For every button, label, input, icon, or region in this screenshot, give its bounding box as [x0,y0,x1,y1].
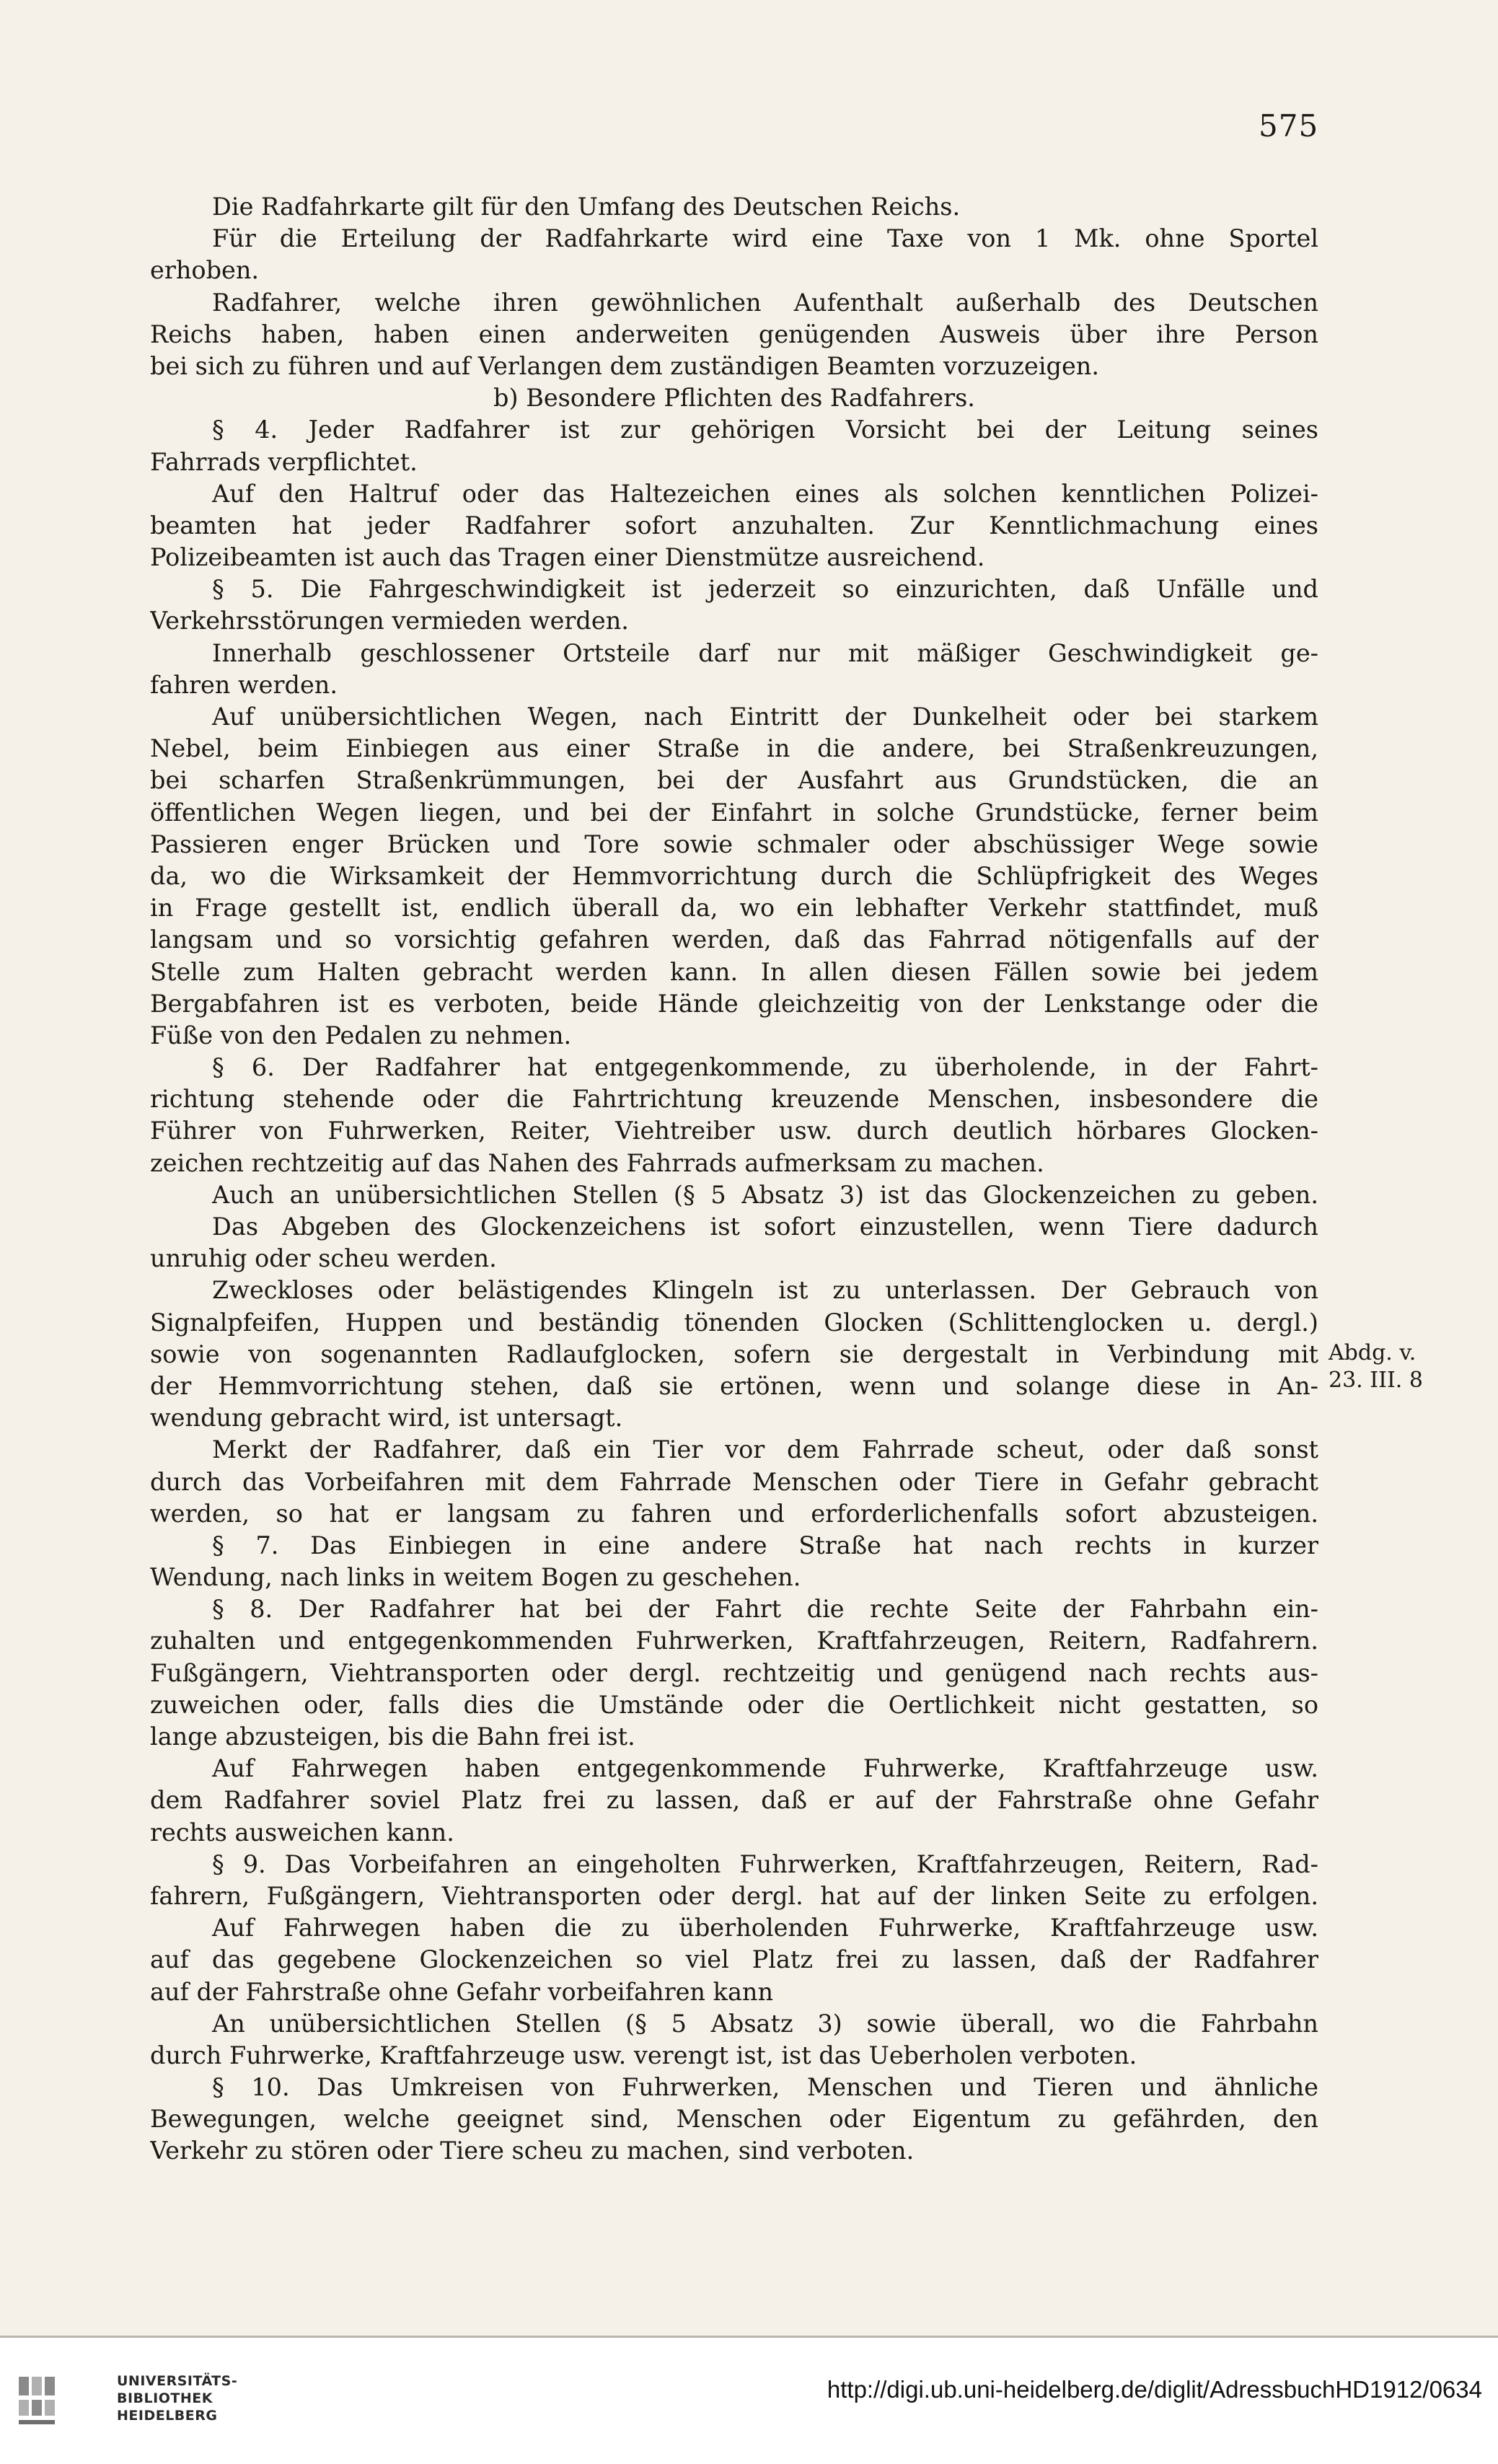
text-line: Innerhalb geschlossener Ortsteile darf nur mit mäßiger Geschwindigkeit ge- [212,638,1318,667]
text-line: öffentlichen Wegen liegen, und bei der Einfahrt in solche Grundstücke, ferner beim [150,798,1318,827]
text-line: Fußgängern, Viehtransporten oder dergl. rechtzeitig und genügend nach rechts aus- [150,1658,1318,1687]
text-line: § 6. Der Radfahrer hat entgegenkommende, zu überholende, in der Fahrt- [212,1053,1318,1082]
text-line: Passieren enger Brücken und Tore sowie schmaler oder abschüssiger Wege sowie [150,830,1318,858]
text-line: Das Abgeben des Glockenzeichens ist sofort einzustellen, wenn Tiere dadurch [212,1213,1318,1241]
text-line: Füße von den Pedalen zu nehmen. [150,1021,572,1050]
text-line: werden, so hat er langsam zu fahren und erforderlichenfalls sofort abzusteigen. [150,1499,1318,1528]
text-line: § 8. Der Radfahrer hat bei der Fahrt die rechte Seite der Fahrbahn ein- [212,1595,1318,1624]
text-line: Bergabfahren ist es verboten, beide Hände gleichzeitig von der Lenkstange oder die [150,989,1318,1018]
text-line: durch das Vorbeifahren mit dem Fahrrade Menschen oder Tiere in Gefahr gebracht [150,1467,1318,1496]
text-line: Bewegungen, welche geeignet sind, Menschen oder Eigentum zu gefährden, den [150,2105,1318,2134]
text-line: Signalpfeifen, Huppen und beständig tönenden Glocken (Schlittenglocken u. dergl.) [150,1308,1318,1337]
text-line: Verkehrsstörungen vermieden werden. [150,607,629,635]
text-line: in Frage gestellt ist, endlich überall da, wo ein lebhafter Verkehr stattfindet, muß [150,894,1318,923]
source-url-link[interactable]: http://digi.ub.uni-heidelberg.de/diglit/AdressbuchHD1912/0634 [827,2376,1482,2403]
text-line: auf der Fahrstraße ohne Gefahr vorbeifahren kann [150,1977,774,2006]
text-line: Für die Erteilung der Radfahrkarte wird eine Taxe von 1 Mk. ohne Sportel [212,224,1318,253]
text-line: § 4. Jeder Radfahrer ist zur gehörigen Vorsicht bei der Leitung seines [212,415,1318,444]
university-library-logo-icon [19,2372,105,2437]
text-line: beamten hat jeder Radfahrer sofort anzuhalten. Zur Kenntlichmachung eines [150,511,1318,540]
text-line: langsam und so vorsichtig gefahren werden, daß das Fahrrad nötigenfalls auf der [150,925,1318,954]
section-heading: b) Besondere Pflichten des Radfahrers. [493,384,975,413]
text-line: dem Radfahrer soviel Platz frei zu lassen, daß er auf der Fahrstraße ohne Gefahr [150,1786,1318,1815]
text-line: Verkehr zu stören oder Tiere scheu zu machen, sind verboten. [150,2137,915,2165]
text-line: Fahrrads verpflichtet. [150,447,418,476]
text-line: Auf unübersichtlichen Wegen, nach Eintritt der Dunkelheit oder bei starkem [212,703,1318,731]
margin-note-line: 23. III. 8 [1329,1368,1423,1393]
text-line: fahrern, Fußgängern, Viehtransporten oder dergl. hat auf der linken Seite zu erfolgen. [150,1881,1318,1910]
text-line: § 5. Die Fahrgeschwindigkeit ist jederzeit so einzurichten, daß Unfälle und [212,575,1318,604]
text-line: zuweichen oder, falls dies die Umstände oder die Oertlichkeit nicht gestatten, so [150,1690,1318,1719]
text-line: sowie von sogenannten Radlaufglocken, sofern sie dergestalt in Verbindung mit [150,1339,1318,1368]
text-line: Stelle zum Halten gebracht werden kann. In allen diesen Fällen sowie bei jedem [150,957,1318,986]
text-line: An unübersichtlichen Stellen (§ 5 Absatz 3) sowie überall, wo die Fahrbahn [212,2009,1318,2038]
text-line: Polizeibeamten ist auch das Tragen einer Dienstmütze ausreichend. [150,543,985,572]
body-text [150,191,1318,2168]
library-name-line: UNIVERSITÄTS- [117,2373,238,2389]
text-line: zuhalten und entgegenkommenden Fuhrwerken, Kraftfahrzeugen, Reitern, Radfahrern. [150,1627,1318,1655]
library-name-line: HEIDELBERG [117,2408,218,2424]
text-line: da, wo die Wirksamkeit der Hemmvorrichtung durch die Schlüpfrigkeit des Weges [150,861,1318,890]
text-line: richtung stehende oder die Fahrtrichtung kreuzende Menschen, insbesondere die [150,1085,1318,1114]
text-line: § 9. Das Vorbeifahren an eingeholten Fuhrwerken, Kraftfahrzeugen, Reitern, Rad- [212,1849,1318,1878]
text-line: Wendung, nach links in weitem Bogen zu geschehen. [150,1563,801,1592]
text-line: bei scharfen Straßenkrümmungen, bei der Ausfahrt aus Grundstücken, die an [150,766,1318,795]
text-line: erhoben. [150,256,260,285]
text-line: Auf Fahrwegen haben entgegenkommende Fuhrwerke, Kraftfahrzeuge usw. [212,1754,1318,1783]
margin-note [1329,1339,1423,1394]
text-line: unruhig oder scheu werden. [150,1244,497,1273]
text-line: auf das gegebene Glockenzeichen so viel Platz frei zu lassen, daß der Radfahrer [150,1945,1318,1974]
text-line: Die Radfahrkarte gilt für den Umfang des Deutschen Reichs. [212,193,961,221]
text-line: § 10. Das Umkreisen von Fuhrwerken, Menschen und Tieren und ähnliche [212,2073,1318,2102]
text-line: durch Fuhrwerke, Kraftfahrzeuge usw. verengt ist, ist das Ueberholen verboten. [150,2041,1137,2069]
footer-bar [0,2336,1498,2464]
text-line: bei sich zu führen und auf Verlangen dem zuständigen Beamten vorzuzeigen. [150,351,1100,380]
text-line: zeichen rechtzeitig auf das Nahen des Fahrrads aufmerksam zu machen. [150,1148,1044,1177]
text-line: lange abzusteigen, bis die Bahn frei ist. [150,1722,635,1751]
text-line: Reichs haben, haben einen anderweiten genügenden Ausweis über ihre Person [150,320,1318,348]
library-name-line: BIBLIOTHEK [117,2390,213,2406]
margin-note-line: Abdg. v. [1329,1340,1417,1365]
text-line: Auf den Haltruf oder das Haltezeichen eines als solchen kenntlichen Polizei- [212,479,1318,508]
text-line: § 7. Das Einbiegen in eine andere Straße hat nach rechts in kurzer [212,1531,1318,1559]
text-line: Auch an unübersichtlichen Stellen (§ 5 Absatz 3) ist das Glockenzeichen zu geben. [212,1180,1318,1209]
text-line: Zweckloses oder belästigendes Klingeln ist zu unterlassen. Der Gebrauch von [212,1276,1318,1305]
text-line: wendung gebracht wird, ist untersagt. [150,1404,623,1433]
text-line: Merkt der Radfahrer, daß ein Tier vor dem Fahrrade scheut, oder daß sonst [212,1435,1318,1464]
library-name [117,2372,237,2424]
text-line: Führer von Fuhrwerken, Reiter, Viehtreiber usw. durch deutlich hörbares Glocken- [150,1117,1318,1145]
text-line: rechts ausweichen kann. [150,1818,454,1847]
page-number: 575 [1259,108,1319,144]
text-line: Radfahrer, welche ihren gewöhnlichen Aufenthalt außerhalb des Deutschen [212,288,1318,317]
text-line: der Hemmvorrichtung stehen, daß sie ertönen, wenn und solange diese in An- [150,1371,1318,1400]
text-line: Auf Fahrwegen haben die zu überholenden Fuhrwerke, Kraftfahrzeuge usw. [212,1914,1318,1942]
text-line: Nebel, beim Einbiegen aus einer Straße in die andere, bei Straßenkreuzungen, [150,734,1318,763]
text-line: fahren werden. [150,670,338,699]
